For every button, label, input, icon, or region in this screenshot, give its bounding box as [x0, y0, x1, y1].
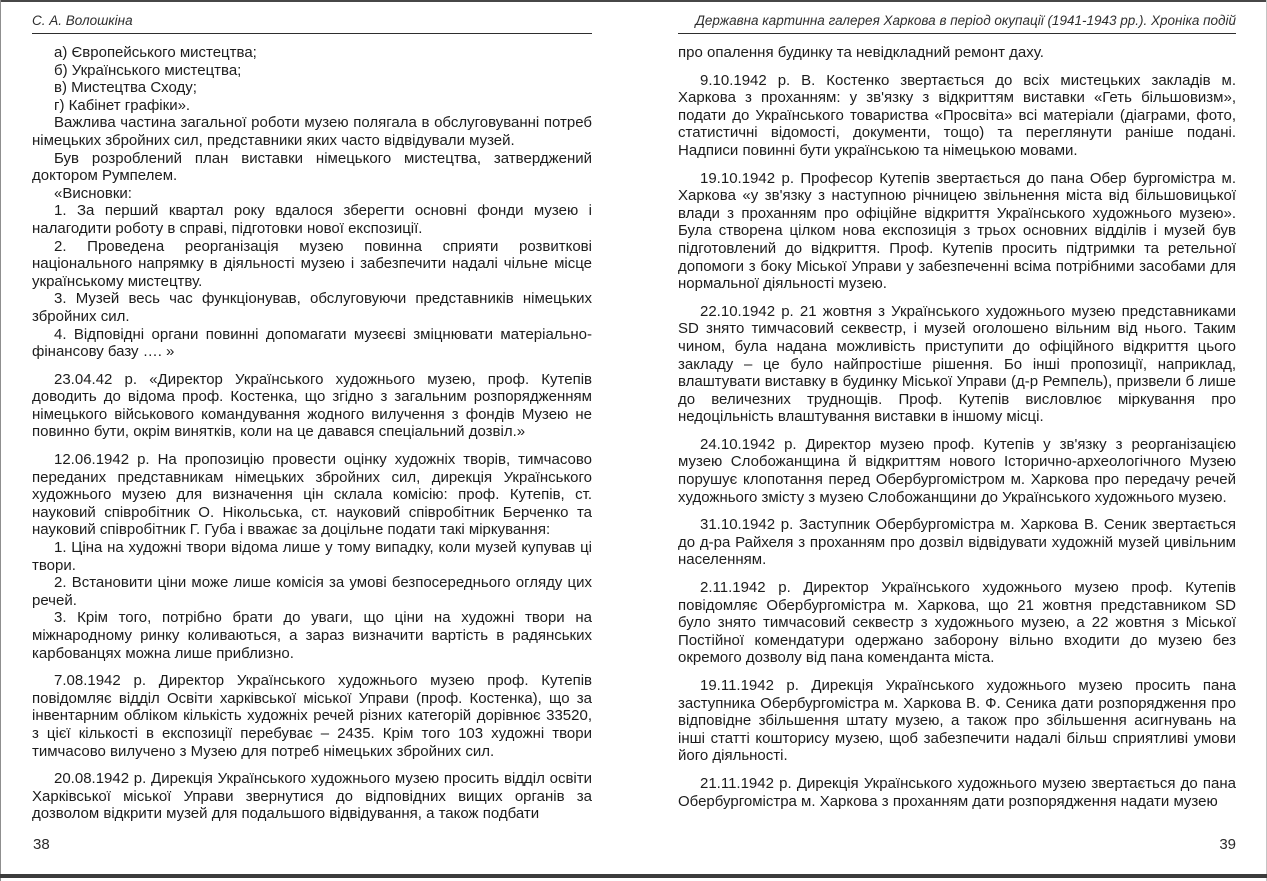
paragraph: про опалення будинку та невідкладний ремонт даху. [678, 44, 1044, 61]
paragraph: 2. Встановити ціни може лише комісія за умові безпосереднього огляду цих речей. [32, 574, 592, 609]
paragraph: 19.11.1942 р. Дирекція Українського художнього музею просить пана заступника Обербургомістра м. Харкова В. Ф. Сеника дати розпорядження про відповідне збільшення штату музею, а також про збільшення асигнувань на інші статті кошторису музею, щоб забезпечити надалі більш сприятливі умови його діяльності. [678, 677, 1236, 765]
paragraph: 23.04.42 р. «Директор Українського художнього музею, проф. Кутепів доводить до відома проф. Костенка, що згідно з загальним розпорядженням німецького військового командування жодного вилучення з фондів Музею не повинно бути, окрім винятків, коли на це давався спеціальний дозвіл.» [32, 370, 592, 441]
bottom-border [0, 874, 1267, 878]
left-border [0, 0, 1, 881]
paragraph: а) Європейського мистецтва; [54, 44, 257, 61]
paragraph: б) Українського мистецтва; [54, 61, 242, 79]
paragraph: 3. Крім того, потрібно брати до уваги, що ціни на художні твори на міжнародному ринку коливаються, а зараз визначити вартість в радянських карбованцях можна лише приблизно. [32, 609, 592, 662]
paragraph: Важлива частина загальної роботи музею полягала в обслуговуванні потреб німецьких збройних сил, представники яких часто відвідували музей. [32, 114, 592, 149]
paragraph: 1. За перший квартал року вдалося зберегти основні фонди музею і налагодити роботу в справі, підготовки нової експозиції. [32, 202, 592, 237]
paragraph: 22.10.1942 р. 21 жовтня з Українського художнього музею представниками SD знято тимчасовий секвестр, і музей оголошено вільним від нього. Таким чином, була надана можливість приступити до офіційного відкриття цього закладу – це було найпростіше рішення. Бо інші пропозиції, наприклад, влаштувати виставку в будинку Міської Управи (д-р Ремпель), призвели б лише до величезних труднощів. Проф. Кутепів висловлює міркування про недоцільність влаштування виставки в іншому місці. [678, 302, 1236, 426]
paragraph: 2.11.1942 р. Директор Українського художнього музею проф. Кутепів повідомляє Обербургомістра м. Харкова, що 21 жовтня представником SD було знято тимчасовий секвестр з художнього музею, а 22 жовтня з Міської Постійної комендатури одержано заборону вільно входити до музею без окремого дозволу від пана коменданта міста. [678, 579, 1236, 667]
paragraph: 2. Проведена реорганізація музею повинна сприяти розвиткові національного напрямку в діяльності музею і забезпечити надалі чільне місце українському мистецтву. [32, 237, 592, 290]
paragraph: 9.10.1942 р. В. Костенко звертається до всіх мистецьких закладів м. Харкова з проханням: у зв'язку з відкриттям виставки «Геть більшовизм», подати до Українського товариства «Просвіта» всі матеріали (діаграми, фото, статистичні відомості, документи, тощо) та переглянути раніше подані. Надписи повинні бути українською та німецькою мовами. [678, 71, 1236, 159]
paragraph: 19.10.1942 р. Професор Кутепів звертається до пана Обер бургомістра м. Харкова «у зв'язку з наступною річницею звільнення міста від більшовицької влади з проханням про офіційне відкриття Українського художнього музею». Була створена цілком нова експозиція з трьох основних відділів і музей був підготовлений до відкриття. Проф. Кутепів просить підтримки та ретельної допомоги з боку Міської Управи у забезпеченні всіма потрібними засобами для нормальної діяльності музею. [678, 169, 1236, 293]
paragraph: «Висновки: [54, 184, 132, 202]
page-right [678, 13, 1236, 810]
paragraph: 12.06.1942 р. На пропозицію провести оцінку художніх творів, тимчасово переданих представникам німецьких збройних сил, дирекція Українського художнього музею для визначення цін склала комісію: проф. Кутепів, ст. науковий співробітник О. Нікольська, ст. науковий співробітник Берченко та науковий співробітник Г. Губа і вважає за доцільне подати такі міркування: [32, 451, 592, 539]
paragraph: 21.11.1942 р. Дирекція Українського художнього музею звертається до пана Обербургомістра м. Харкова з проханням дати розпорядження надати музею [678, 774, 1236, 810]
paragraph: 1. Ціна на художні твори відома лише у тому випадку, коли музей купував ці твори. [32, 539, 592, 574]
running-header-title: Державна картинна галерея Харкова в період окупації (1941-1943 рр.). Хроніка подій [678, 13, 1236, 34]
top-border [0, 0, 1267, 2]
paragraph: 3. Музей весь час функціонував, обслуговуючи представників німецьких збройних сил. [32, 290, 592, 325]
paragraph: 24.10.1942 р. Директор музею проф. Кутепів у зв'язку з реорганізацією музею Слобожанщина й відкриттям нового Історично-археологічного Музею порушує клопотання перед Обербургомістром м. Харкова про передачу речей художнього змісту з музею Слобожанщини до Українського художнього музею. [678, 435, 1236, 506]
page-number-left: 38 [33, 836, 50, 853]
paragraph: г) Кабінет графіки». [54, 96, 191, 114]
page-number-right: 39 [1219, 836, 1236, 853]
paragraph: 7.08.1942 р. Директор Українського художнього музею проф. Кутепів повідомляє відділ Освіти харківської міської Управи (проф. Костенка), що за інвентарним обліком кількість художніх речей різних категорій дорівнює 33520, з цієї кількості в експозиції перебуває – 2435. Крім того 103 художні твори тимчасово вилучено з Музею для потреб німецьких збройних сил. [32, 672, 592, 760]
paragraph: в) Мистецтва Сходу; [54, 79, 197, 97]
paragraph: 31.10.1942 р. Заступник Обербургомістра м. Харкова В. Сеник звертається до д-ра Райхеля з проханням про дозвіл відвідувати художній музей цивільним населенням. [678, 516, 1236, 569]
paragraph: Був розроблений план виставки німецького мистецтва, затверджений доктором Румпелем. [32, 149, 592, 185]
running-header-author: С. А. Волошкіна [32, 13, 592, 34]
paragraph: 4. Відповідні органи повинні допомагати музеєві зміцнювати матеріально-фінансову базу …. » [32, 325, 592, 361]
page-left [32, 13, 592, 823]
paragraph: 20.08.1942 р. Дирекція Українського художнього музею просить відділ освіти Харківської міської Управи звернутися до відповідних вищих органів за дозволом відкрити музей для подальшого відвідування, а також подбати [32, 770, 592, 823]
